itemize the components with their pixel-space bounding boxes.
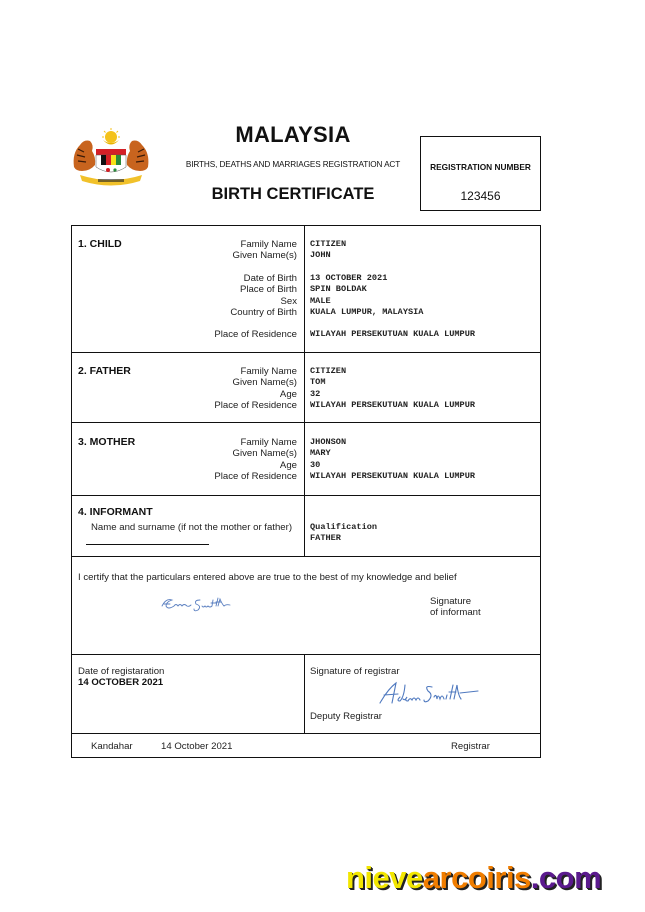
mother-values bbox=[310, 437, 475, 483]
certification-section bbox=[72, 557, 540, 655]
label-place-of-residence: Place of Residence bbox=[214, 471, 297, 483]
label-sex: Sex bbox=[280, 295, 297, 307]
mother-section bbox=[72, 423, 540, 496]
registration-number-box bbox=[420, 136, 541, 211]
child-values bbox=[310, 239, 475, 341]
watermark bbox=[346, 860, 601, 896]
qualification-value: FATHER bbox=[310, 533, 341, 544]
document-title: BIRTH CERTIFICATE bbox=[211, 185, 375, 203]
registrar-signature bbox=[374, 679, 484, 707]
registration-date-label: Date of registaration bbox=[78, 666, 165, 677]
child-labels bbox=[214, 239, 297, 341]
registration-act: BIRTHS, DEATHS AND MARRIAGES REGISTRATION ACT bbox=[185, 160, 401, 169]
informant-section bbox=[72, 496, 540, 557]
label-family-name: Family Name bbox=[240, 239, 297, 250]
deputy-registrar-label: Deputy Registrar bbox=[310, 711, 382, 722]
father-age: 32 bbox=[310, 388, 321, 399]
informant-name-line bbox=[86, 544, 209, 545]
section-title-father: 2. FATHER bbox=[78, 365, 131, 377]
mother-given-names: MARY bbox=[310, 448, 331, 459]
signature-label-line2: of informant bbox=[430, 607, 481, 618]
informant-signature-label bbox=[430, 596, 481, 618]
section-title-mother: 3. MOTHER bbox=[78, 436, 136, 448]
qualification-label: Qualification bbox=[310, 522, 378, 532]
section-title-child: 1. CHILD bbox=[78, 238, 122, 250]
label-given-names: Given Name(s) bbox=[232, 448, 297, 460]
registration-number-label: REGISTRATION NUMBER bbox=[430, 162, 531, 172]
section-title-informant: 4. INFORMANT bbox=[78, 506, 153, 518]
label-place-of-residence: Place of Residence bbox=[214, 400, 297, 412]
mother-labels bbox=[214, 437, 297, 483]
registration-place: Kandahar bbox=[91, 741, 133, 752]
child-date-of-birth: 13 OCTOBER 2021 bbox=[310, 272, 388, 283]
mother-age: 30 bbox=[310, 459, 321, 470]
informant-values bbox=[310, 522, 377, 545]
registration-section bbox=[72, 655, 540, 734]
column-divider bbox=[304, 423, 305, 495]
father-values bbox=[310, 366, 475, 412]
column-divider bbox=[304, 496, 305, 556]
mother-family-name: JHONSON bbox=[310, 437, 347, 447]
child-given-names: JOHN bbox=[310, 250, 331, 261]
father-family-name: CITIZEN bbox=[310, 366, 347, 376]
certification-statement: I certify that the particulars entered above are true to the best of my knowledge and belief bbox=[78, 572, 457, 583]
label-age: Age bbox=[279, 459, 297, 471]
label-family-name: Family Name bbox=[240, 437, 297, 448]
father-labels bbox=[214, 366, 297, 412]
column-divider bbox=[304, 655, 305, 733]
label-place-of-residence: Place of Residence bbox=[214, 329, 297, 341]
child-sex: MALE bbox=[310, 295, 331, 306]
father-section bbox=[72, 353, 540, 423]
country-title: MALAYSIA bbox=[235, 122, 351, 147]
watermark-part-2: arcoiris bbox=[422, 860, 531, 895]
column-divider bbox=[304, 226, 305, 352]
father-given-names: TOM bbox=[310, 377, 326, 388]
label-country-of-birth: Country of Birth bbox=[230, 307, 297, 319]
signature-label-line1: Signature bbox=[430, 596, 472, 607]
informant-name-label: Name and surname (if not the mother or father) bbox=[91, 522, 293, 533]
child-place-of-birth: SPIN BOLDAK bbox=[310, 284, 367, 295]
registrar-signature-label: Signature of registrar bbox=[310, 666, 400, 677]
watermark-part-3: .com bbox=[530, 860, 602, 895]
informant-signature bbox=[158, 592, 238, 616]
child-country-of-birth: KUALA LUMPUR, MALAYSIA bbox=[310, 307, 424, 318]
registration-date-value: 14 OCTOBER 2021 bbox=[78, 677, 164, 688]
child-section bbox=[72, 226, 540, 353]
certificate-table bbox=[71, 225, 541, 758]
registrar-label: Registrar bbox=[451, 741, 490, 752]
watermark-part-1: nieve bbox=[346, 860, 423, 895]
child-family-name: CITIZEN bbox=[310, 239, 347, 249]
label-family-name: Family Name bbox=[240, 366, 297, 377]
registration-number-value: 123456 bbox=[460, 189, 501, 203]
label-age: Age bbox=[279, 388, 297, 400]
label-date-of-birth: Date of Birth bbox=[243, 272, 297, 284]
footer-date: 14 October 2021 bbox=[161, 741, 233, 752]
label-place-of-birth: Place of Birth bbox=[239, 284, 297, 296]
column-divider bbox=[304, 353, 305, 422]
child-place-of-residence: WILAYAH PERSEKUTUAN KUALA LUMPUR bbox=[310, 329, 476, 340]
footer-row bbox=[72, 734, 540, 758]
father-place-of-residence: WILAYAH PERSEKUTUAN KUALA LUMPUR bbox=[310, 400, 476, 411]
coat-of-arms-icon bbox=[68, 127, 154, 189]
label-given-names: Given Name(s) bbox=[232, 377, 297, 389]
label-given-names: Given Name(s) bbox=[232, 250, 297, 262]
mother-place-of-residence: WILAYAH PERSEKUTUAN KUALA LUMPUR bbox=[310, 471, 476, 482]
